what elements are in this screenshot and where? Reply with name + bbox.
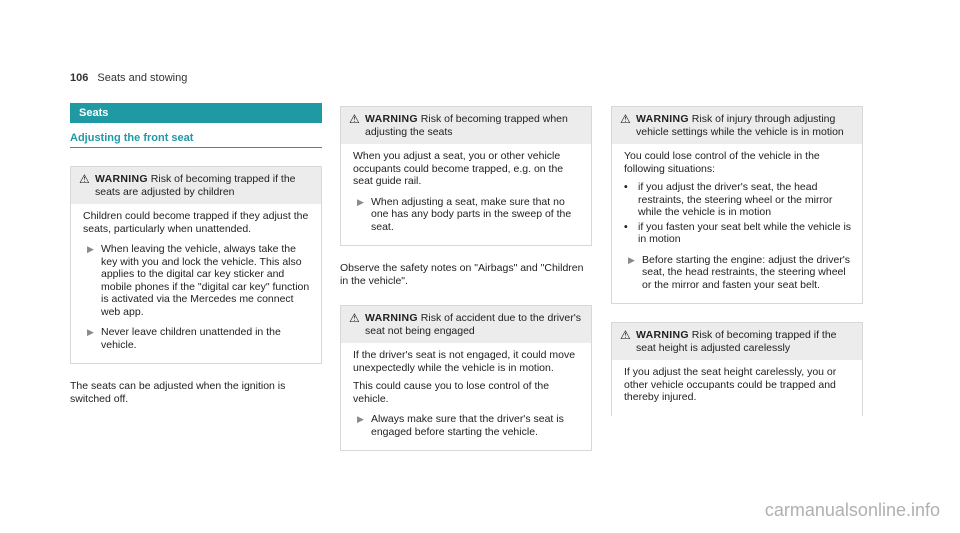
warning-text: If you adjust the seat height carelessly, you or other vehicle occupants could be trapped and thereby injured. [624,366,837,403]
warning-triangle-icon: ⚠ [620,328,631,342]
bullet-item [624,221,854,246]
step-text: Before starting the engine: adjust the driver's seat, the head restraints, the steering wheel or the mirror and fasten your seat belt. [642,253,851,291]
warning-header [71,167,321,204]
bullet-item [624,181,854,219]
step [353,413,583,438]
watermark: carmanualsonline.info [764,500,940,520]
step [83,326,313,351]
warning-label: WARNING [365,113,418,125]
warning-triangle-icon: ⚠ [620,112,631,126]
column-3 [611,106,863,416]
warning-box [70,166,322,364]
warning-label: WARNING [636,329,689,341]
warning-text: If the driver's seat is not engaged, it could move unexpectedly while the vehicle is in motion. [353,349,576,374]
warning-text: This could cause you to lose control of the vehicle. [353,380,550,405]
bullet-icon: • [624,220,628,233]
warning-title: Risk of accident due to the driver's seat not being engaged [365,312,581,337]
warning-title: Risk of becoming trapped if the seat height is adjusted carelessly [636,329,837,354]
warning-text: Children could become trapped if they adjust the seats, particularly when unattended. [83,210,309,235]
warning-triangle-icon: ⚠ [349,112,360,126]
bullet-text: if you adjust the driver's seat, the head restraints, the steering wheel or the mirror while the vehicle is in motion [638,181,833,218]
warning-text: You could lose control of the vehicle in the following situations: [624,150,820,175]
bullet-icon: • [624,181,628,193]
warning-body [341,144,591,245]
step-arrow-icon: ▶ [357,414,364,424]
step-text: Never leave children unattended in the vehicle. [101,326,281,351]
warning-body [71,204,321,363]
step-arrow-icon: ▶ [357,196,364,207]
warning-body [612,144,862,303]
step-text: Always make sure that the driver's seat is engaged before starting the vehicle. [371,413,564,438]
warning-title: Risk of becoming trapped if the seats are adjusted by children [95,173,296,198]
warning-triangle-icon: ⚠ [79,172,90,186]
warning-box [611,322,863,416]
bullet-text: if you fasten your seat belt while the vehicle is in motion [638,220,852,245]
column-1 [70,103,322,405]
warning-header [612,107,862,144]
step [624,254,854,292]
page-header [70,72,187,84]
paragraph: The seats can be adjusted when the ignition is switched off. [70,380,286,405]
warning-title: Risk of injury through adjusting vehicle settings while the vehicle is in motion [636,113,844,138]
step-arrow-icon: ▶ [87,244,94,254]
step-text: When leaving the vehicle, always take the key with you and lock the vehicle. This also applies to the digital car key sticker and mobile phones if the "digital car key" function is activated via the Mercedes me connect web app. [101,243,310,318]
warning-box [611,106,863,304]
step-arrow-icon: ▶ [628,254,635,265]
column-2 [340,106,592,451]
warning-title: Risk of becoming trapped when adjusting the seats [365,113,568,138]
step-arrow-icon: ▶ [87,327,94,337]
warning-body [612,360,862,416]
step-text: When adjusting a seat, make sure that no one has any body parts in the sweep of the seat. [371,195,572,233]
section-title: Seats [70,103,322,123]
warning-box [340,305,592,451]
warning-body [341,343,591,450]
section-name: Seats and stowing [97,72,188,84]
step [353,196,583,234]
warning-label: WARNING [95,173,148,185]
paragraph: Observe the safety notes on "Airbags" and "Children in the vehicle". [340,262,584,287]
warning-label: WARNING [636,113,689,125]
warning-text: When you adjust a seat, you or other vehicle occupants could become trapped, e.g. on the seat guide rail. [353,150,564,187]
warning-label: WARNING [365,312,418,324]
warning-triangle-icon: ⚠ [349,311,360,325]
warning-box [340,106,592,246]
warning-header [341,306,591,343]
step [83,243,313,318]
warning-header [341,107,591,144]
subheading: Adjusting the front seat [70,132,322,148]
warning-header [612,323,862,360]
page-number: 106 [70,72,89,84]
